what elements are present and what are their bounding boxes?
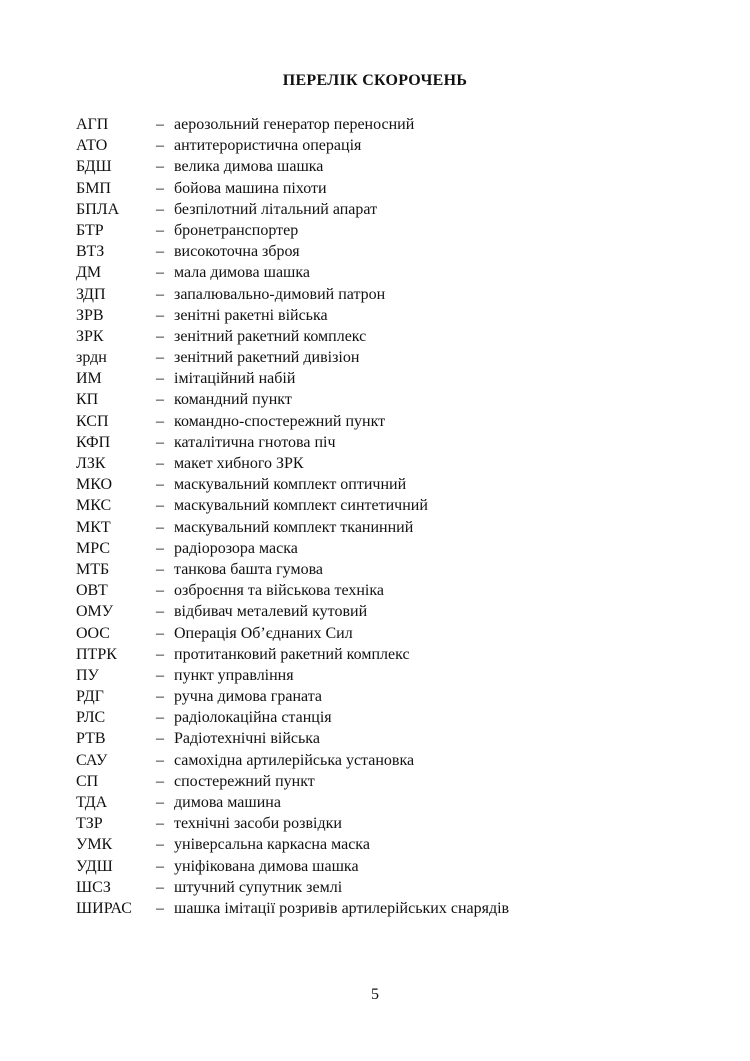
abbreviation-term: МТБ	[76, 560, 110, 578]
abbreviation-definition: бойова машина піхоти	[174, 179, 327, 197]
abbreviation-dash: –	[156, 603, 164, 621]
abbreviation-term: КСП	[76, 412, 109, 430]
abbreviation-row	[76, 601, 676, 622]
abbreviation-term: ДМ	[76, 264, 102, 282]
abbreviation-dash: –	[156, 688, 164, 706]
abbreviation-dash: –	[156, 730, 164, 748]
abbreviation-definition: велика димова шашка	[174, 158, 324, 176]
abbreviation-term: УМК	[76, 836, 113, 854]
abbreviation-definition: бронетранспортер	[174, 221, 299, 239]
abbreviation-definition: спостережний пункт	[174, 772, 315, 790]
abbreviation-row	[76, 114, 676, 135]
abbreviation-dash: –	[156, 666, 164, 684]
abbreviation-dash: –	[156, 349, 164, 367]
abbreviation-row	[76, 262, 676, 283]
abbreviation-definition: штучний супутник землі	[174, 878, 343, 896]
abbreviation-dash: –	[156, 455, 164, 472]
abbreviation-row	[76, 474, 676, 495]
abbreviation-row	[76, 538, 676, 559]
abbreviation-term: ОВТ	[76, 582, 108, 600]
abbreviation-definition: пункт управління	[174, 666, 294, 684]
abbreviation-term: БПЛА	[76, 200, 120, 218]
abbreviation-term: МКТ	[76, 518, 111, 536]
abbreviation-dash: –	[156, 857, 164, 875]
abbreviation-dash: –	[156, 158, 164, 176]
abbreviation-definition: самохідна артилерійська установка	[174, 751, 415, 769]
abbreviation-term: АГП	[76, 116, 109, 133]
abbreviation-definition: маскувальний комплект тканинний	[174, 518, 414, 536]
abbreviation-dash: –	[156, 306, 164, 324]
abbreviation-dash: –	[156, 645, 164, 663]
abbreviation-definition: безпілотний літальний апарат	[174, 200, 378, 218]
abbreviation-row	[76, 220, 676, 241]
abbreviation-row	[76, 856, 676, 877]
abbreviation-row	[76, 432, 676, 453]
abbreviation-row	[76, 644, 676, 665]
abbreviation-definition: технічні засоби розвідки	[174, 815, 342, 833]
abbreviation-row	[76, 389, 676, 410]
abbreviation-definition: імітаційний набій	[174, 370, 296, 388]
abbreviation-row	[76, 156, 676, 177]
abbreviation-definition: ручна димова граната	[174, 688, 322, 706]
abbreviation-row	[76, 135, 676, 156]
abbreviation-definition: командний пункт	[174, 391, 292, 409]
abbreviation-definition: універсальна каркасна маска	[174, 836, 370, 854]
abbreviation-dash: –	[156, 412, 164, 430]
abbreviation-row	[76, 728, 676, 749]
abbreviation-term: МКО	[76, 476, 113, 494]
abbreviation-definition: Операція Об’єднаних Сил	[174, 624, 353, 642]
abbreviation-term: САУ	[76, 751, 108, 769]
abbreviation-row	[76, 792, 676, 813]
page-title: ПЕРЕЛІК СКОРОЧЕНЬ	[282, 72, 468, 89]
abbreviation-term: СП	[76, 772, 99, 790]
abbreviation-definition: командно-спостережний пункт	[174, 412, 386, 430]
abbreviation-dash: –	[156, 794, 164, 811]
abbreviation-term: ШИРАС	[76, 899, 132, 917]
abbreviation-term: МРС	[76, 539, 110, 557]
abbreviation-dash: –	[156, 836, 164, 854]
abbreviation-term: ПТРК	[76, 645, 117, 663]
abbreviation-definition: запалювально-димовий патрон	[174, 285, 386, 303]
abbreviation-definition: відбивач металевий кутовий	[174, 603, 368, 621]
abbreviation-dash: –	[156, 709, 164, 727]
abbreviation-definition: мала димова шашка	[174, 264, 310, 282]
abbreviation-row	[76, 347, 676, 368]
abbreviation-term: УДШ	[76, 857, 113, 875]
abbreviation-dash: –	[156, 116, 164, 133]
abbreviation-row	[76, 368, 676, 389]
abbreviation-dash: –	[156, 221, 164, 239]
abbreviation-term: ПУ	[76, 666, 99, 684]
abbreviation-definition: озброєння та військова техніка	[174, 582, 384, 600]
abbreviation-dash: –	[156, 285, 164, 303]
abbreviation-row	[76, 686, 676, 707]
abbreviation-dash: –	[156, 433, 164, 451]
abbreviation-row	[76, 199, 676, 220]
abbreviation-term: РДГ	[76, 688, 104, 706]
abbreviation-dash: –	[156, 560, 164, 578]
abbreviation-row	[76, 771, 676, 792]
abbreviation-dash: –	[156, 370, 164, 388]
abbreviation-term: зрдн	[76, 349, 107, 367]
abbreviation-definition: зенітний ракетний дивізіон	[174, 349, 360, 367]
abbreviation-dash: –	[156, 200, 164, 218]
abbreviation-term: БДШ	[76, 158, 112, 176]
abbreviation-dash: –	[156, 391, 164, 409]
abbreviation-dash: –	[156, 476, 164, 494]
abbreviation-term: ЗРК	[76, 327, 104, 345]
abbreviation-row	[76, 665, 676, 686]
abbreviation-dash: –	[156, 243, 164, 261]
abbreviation-term: ЗДП	[76, 285, 106, 303]
abbreviation-definition: макет хибного ЗРК	[174, 455, 304, 472]
abbreviation-row	[76, 834, 676, 855]
abbreviation-definition: зенітні ракетні війська	[174, 306, 328, 324]
abbreviation-dash: –	[156, 751, 164, 769]
abbreviation-term: ТДА	[76, 794, 108, 811]
abbreviation-term: ВТЗ	[76, 243, 105, 261]
abbreviation-row	[76, 877, 676, 898]
abbreviation-definition: Радіотехнічні війська	[174, 730, 320, 748]
abbreviation-row	[76, 453, 676, 474]
abbreviation-definition: димова машина	[174, 794, 281, 811]
abbreviation-definition: каталітична гнотова піч	[174, 433, 336, 451]
abbreviation-term: МКС	[76, 497, 112, 515]
abbreviation-definition: високоточна зброя	[174, 243, 300, 261]
abbreviation-dash: –	[156, 582, 164, 600]
abbreviation-dash: –	[156, 539, 164, 557]
abbreviation-row	[76, 707, 676, 728]
abbreviation-definition: протитанковий ракетний комплекс	[174, 645, 410, 663]
abbreviation-dash: –	[156, 264, 164, 282]
abbreviation-definition: шашка імітації розривів артилерійських снарядів	[174, 899, 510, 917]
abbreviation-dash: –	[156, 899, 164, 917]
abbreviation-dash: –	[156, 878, 164, 896]
abbreviation-dash: –	[156, 137, 164, 155]
abbreviation-row	[76, 517, 676, 538]
abbreviation-dash: –	[156, 327, 164, 345]
abbreviation-definition: аерозольний генератор переносний	[174, 116, 415, 133]
abbreviation-row	[76, 284, 676, 305]
abbreviation-definition: зенітний ракетний комплекс	[174, 327, 367, 345]
page-number: 5	[371, 986, 379, 1003]
abbreviation-term: ЗРВ	[76, 306, 104, 324]
abbreviation-definition: маскувальний комплект оптичний	[174, 476, 407, 494]
abbreviation-dash: –	[156, 772, 164, 790]
abbreviation-definition: маскувальний комплект синтетичний	[174, 497, 428, 515]
abbreviation-row	[76, 305, 676, 326]
abbreviation-term: ОМУ	[76, 603, 114, 621]
abbreviation-row	[76, 326, 676, 347]
abbreviation-dash: –	[156, 179, 164, 197]
abbreviation-row	[76, 559, 676, 580]
abbreviation-term: ИМ	[76, 370, 102, 388]
abbreviation-definition: танкова башта гумова	[174, 560, 324, 578]
abbreviation-term: БТР	[76, 221, 104, 239]
abbreviation-row	[76, 411, 676, 432]
abbreviation-term: ТЗР	[76, 815, 103, 833]
abbreviation-term: КП	[76, 391, 99, 409]
abbreviation-term: АТО	[76, 137, 108, 155]
abbreviation-row	[76, 750, 676, 771]
abbreviation-row	[76, 495, 676, 516]
abbreviation-term: КФП	[76, 433, 111, 451]
abbreviation-row	[76, 898, 676, 919]
abbreviation-dash: –	[156, 624, 164, 642]
abbreviation-term: РЛС	[76, 709, 106, 727]
abbreviation-row	[76, 178, 676, 199]
abbreviation-row	[76, 813, 676, 834]
abbreviation-term: БМП	[76, 179, 111, 197]
abbreviation-row	[76, 241, 676, 262]
abbreviation-term: ЛЗК	[76, 455, 106, 472]
abbreviation-row	[76, 623, 676, 644]
abbreviation-definition: радіорозора маска	[174, 539, 298, 557]
abbreviation-list	[76, 114, 676, 919]
abbreviation-definition: радіолокаційна станція	[174, 709, 332, 727]
abbreviation-dash: –	[156, 518, 164, 536]
abbreviation-dash: –	[156, 497, 164, 515]
abbreviation-term: ООС	[76, 624, 110, 642]
abbreviation-definition: антитерористична операція	[174, 137, 362, 155]
abbreviation-dash: –	[156, 815, 164, 833]
abbreviation-term: ШСЗ	[76, 878, 111, 896]
abbreviation-definition: уніфікована димова шашка	[174, 857, 359, 875]
abbreviation-row	[76, 580, 676, 601]
abbreviation-term: РТВ	[76, 730, 106, 748]
